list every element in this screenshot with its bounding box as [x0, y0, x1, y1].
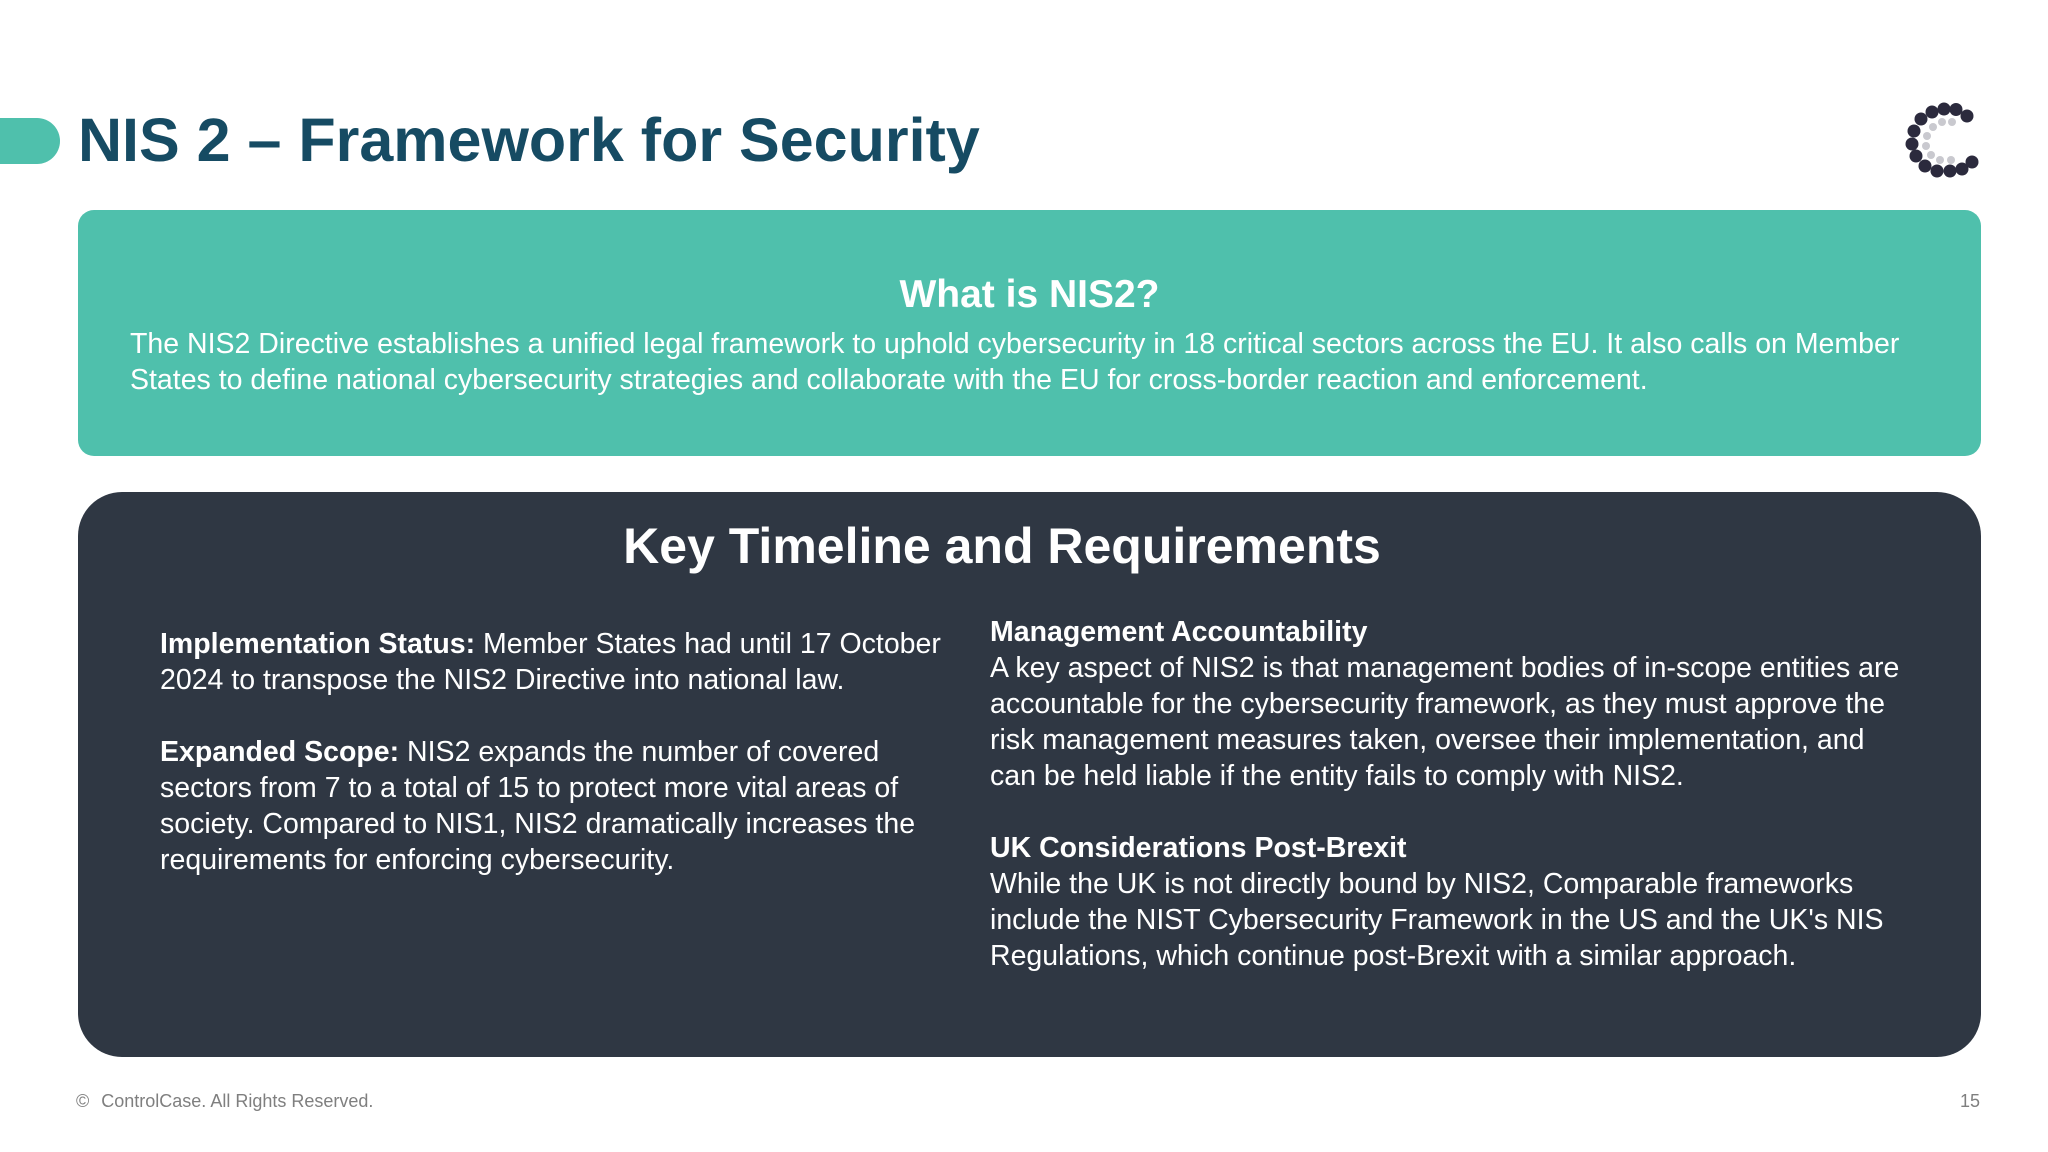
timeline-right-column [990, 614, 1910, 974]
logo-dot [1929, 123, 1937, 131]
copyright-text: ControlCase. All Rights Reserved. [101, 1091, 374, 1111]
implementation-status-paragraph [160, 626, 960, 698]
logo-dot [1938, 103, 1951, 116]
logo-dot [1910, 150, 1923, 163]
logo-dot [1966, 156, 1979, 169]
title-accent-tab [0, 118, 60, 164]
implementation-status-text: Member States had until 17 October 2024 to transpose the NIS2 Directive into national law. [160, 628, 941, 696]
key-timeline-heading: Key Timeline and Requirements [623, 518, 1381, 574]
logo-dot [1938, 118, 1946, 126]
logo-dot [1927, 151, 1935, 159]
logo-dot [1944, 165, 1957, 178]
expanded-scope-paragraph [160, 734, 960, 878]
controlcase-c-logo-icon [1904, 100, 1984, 180]
copyright-symbol: © [76, 1091, 90, 1111]
what-is-nis2-heading: What is NIS2? [899, 273, 1160, 316]
page-number: 15 [1959, 1091, 1980, 1111]
key-timeline-box [78, 492, 1981, 1057]
logo-dot [1936, 156, 1944, 164]
logo-dot [1948, 118, 1956, 126]
logo-dot [1950, 103, 1963, 116]
management-accountability-text: A key aspect of NIS2 is that management bodies of in-scope entities are accountable for the cybersecurity framework, as they must approve the risk management measures taken, oversee their implementation, and can be held liable if the entity fails to comply with NIS2. [990, 652, 1900, 792]
logo-dot [1926, 106, 1939, 119]
logo-dot [1923, 132, 1931, 140]
timeline-left-column [160, 626, 960, 878]
uk-post-brexit-heading: UK Considerations Post-Brexit [990, 832, 1407, 864]
uk-post-brexit-text: While the UK is not directly bound by NIS2, Comparable frameworks include the NIST Cybersecurity Framework in the US and the UK's NIS Regulations, which continue post-Brexit with a similar approach. [990, 868, 1884, 972]
logo-dot [1915, 113, 1928, 126]
expanded-scope-text: NIS2 expands the number of covered sectors from 7 to a total of 15 to protect more vital areas of society. Compared to NIS1, NIS2 dramatically increases the requirements for enforcing cybersecurity. [160, 736, 916, 876]
logo-dot [1919, 160, 1932, 173]
footer-copyright [76, 1090, 373, 1112]
management-accountability-paragraph [990, 614, 1910, 794]
logo-dot [1961, 110, 1974, 123]
logo-dot [1931, 165, 1944, 178]
logo-dot [1922, 142, 1930, 150]
logo-dot [1908, 125, 1921, 138]
slide-title: NIS 2 – Framework for Security [78, 106, 980, 174]
logo-dot [1947, 156, 1955, 164]
what-is-nis2-body: The NIS2 Directive establishes a unified legal framework to uphold cybersecurity in 18 critical sectors across the EU. It also calls on Member States to define national cybersecurity strategies and collaborate with the EU for cross-border reaction and enforcement. [130, 328, 1900, 396]
logo-dot [1906, 138, 1919, 151]
what-is-nis2-box [78, 210, 1981, 456]
expanded-scope-label: Expanded Scope: [160, 736, 400, 768]
management-accountability-heading: Management Accountability [990, 616, 1368, 648]
uk-post-brexit-paragraph [990, 830, 1910, 974]
implementation-status-label: Implementation Status: [160, 628, 476, 660]
